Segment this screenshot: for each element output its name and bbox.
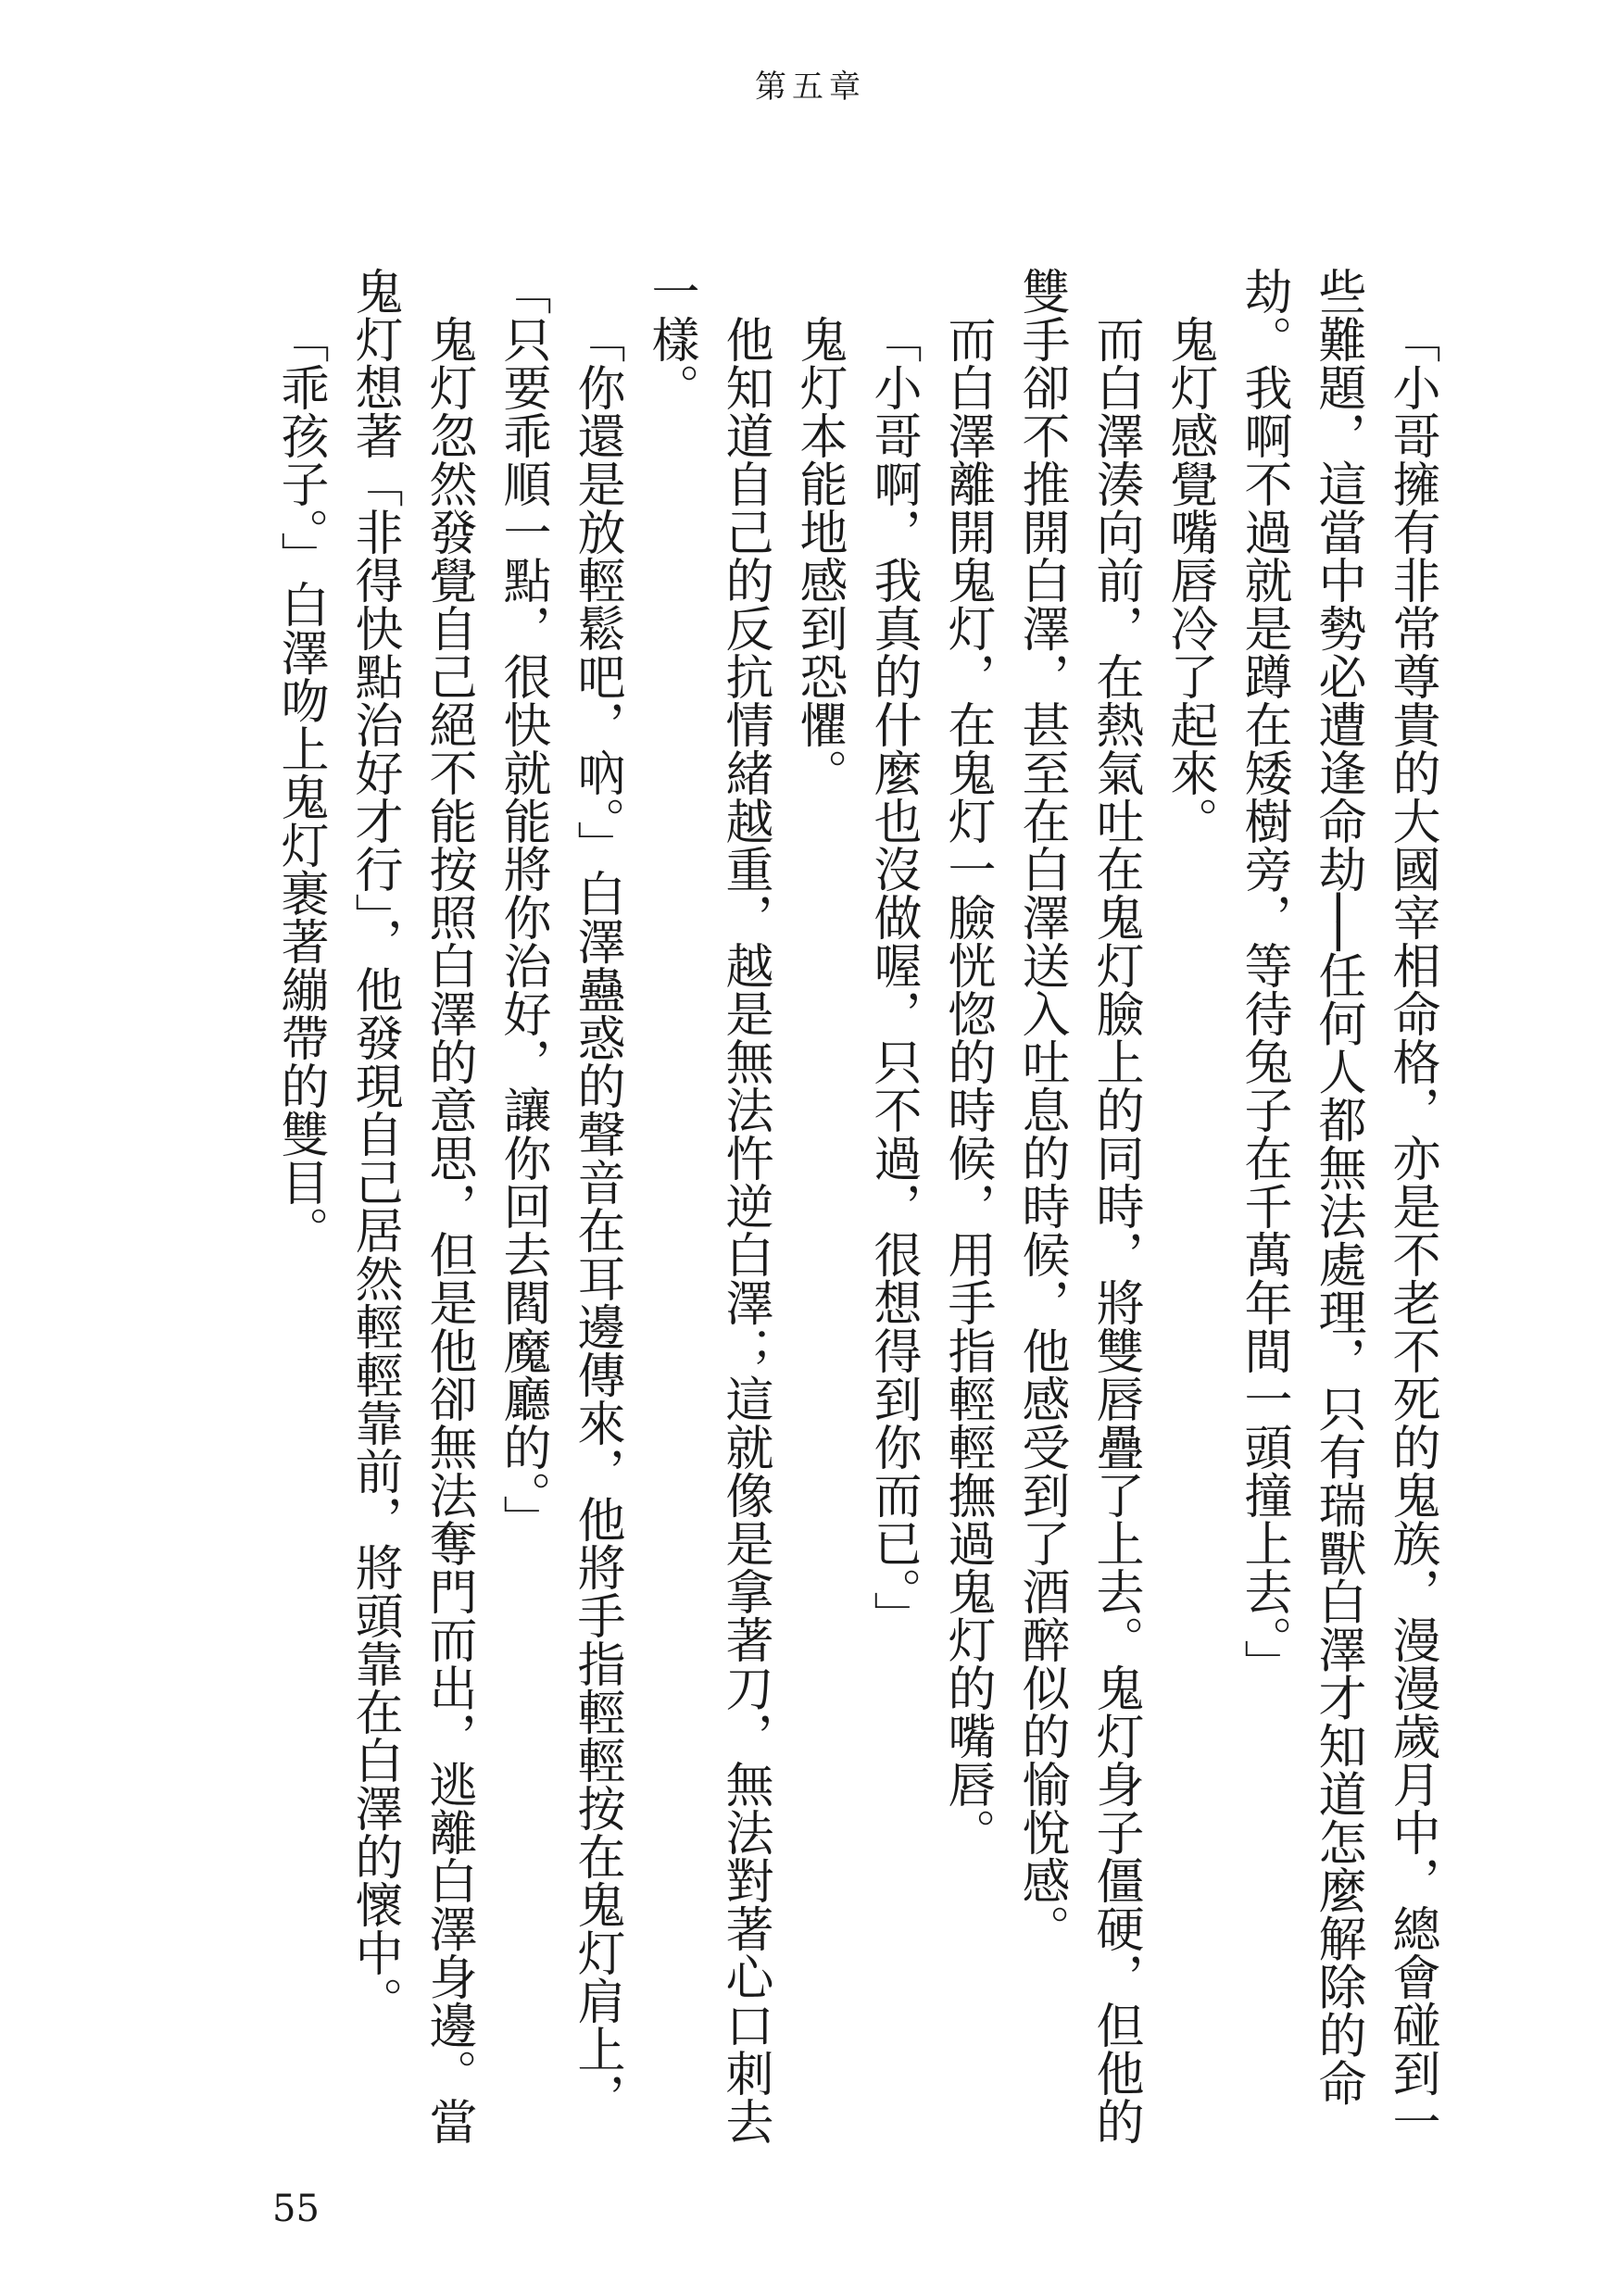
body-text xyxy=(152,267,1449,2156)
page-number: 55 xyxy=(272,2188,320,2230)
paragraph: 「乖孩子。」白澤吻上鬼灯裹著繃帶的雙目。 xyxy=(272,315,328,1254)
paragraph: 「你還是放輕鬆吧，吶。」白澤蠱惑的聲音在耳邊傳來，他將手指輕輕按在鬼灯肩上，「只要乖順一點，很快就能將你治好，讓你回去閻魔廳的。」 xyxy=(495,267,624,2121)
paragraph: 「小哥擁有非常尊貴的大國宰相命格，亦是不老不死的鬼族，漫漫歲月中，總會碰到一些難題，這當中勢必遭逢命劫──任何人都無法處理，只有瑞獸白澤才知道怎麼解除的命劫。我啊不過就是蹲在矮樹旁，等待兔子在千萬年間一頭撞上去。」 xyxy=(1236,267,1439,2145)
paragraph: 而白澤離開鬼灯，在鬼灯一臉恍惚的時候，用手指輕輕撫過鬼灯的嘴唇。 xyxy=(939,315,995,1856)
paragraph: 鬼灯本能地感到恐懼。 xyxy=(791,315,847,797)
paragraph: 而白澤湊向前，在熱氣吐在鬼灯臉上的同時，將雙唇疊了上去。鬼灯身子僵硬，但他的雙手卻不推開白澤，甚至在白澤送入吐息的時候，他感受到了酒醉似的愉悅感。 xyxy=(1013,267,1143,2145)
paragraph: 他知道自己的反抗情緒越重，越是無法忤逆白澤；這就像是拿著刀，無法對著心口刺去一樣。 xyxy=(643,267,773,2145)
paragraph: 鬼灯感覺嘴唇冷了起來。 xyxy=(1162,315,1217,845)
chapter-title: 第五章 xyxy=(755,69,866,106)
paragraph: 「小哥啊，我真的什麼也沒做喔，只不過，很想得到你而已。」 xyxy=(865,315,921,1639)
paragraph: 鬼灯忽然發覺自己絕不能按照白澤的意思，但是他卻無法奪門而出，逃離白澤身邊。當鬼灯想著「非得快點治好才行」，他發現自己居然輕輕靠前，將頭靠在白澤的懷中。 xyxy=(346,267,476,2145)
